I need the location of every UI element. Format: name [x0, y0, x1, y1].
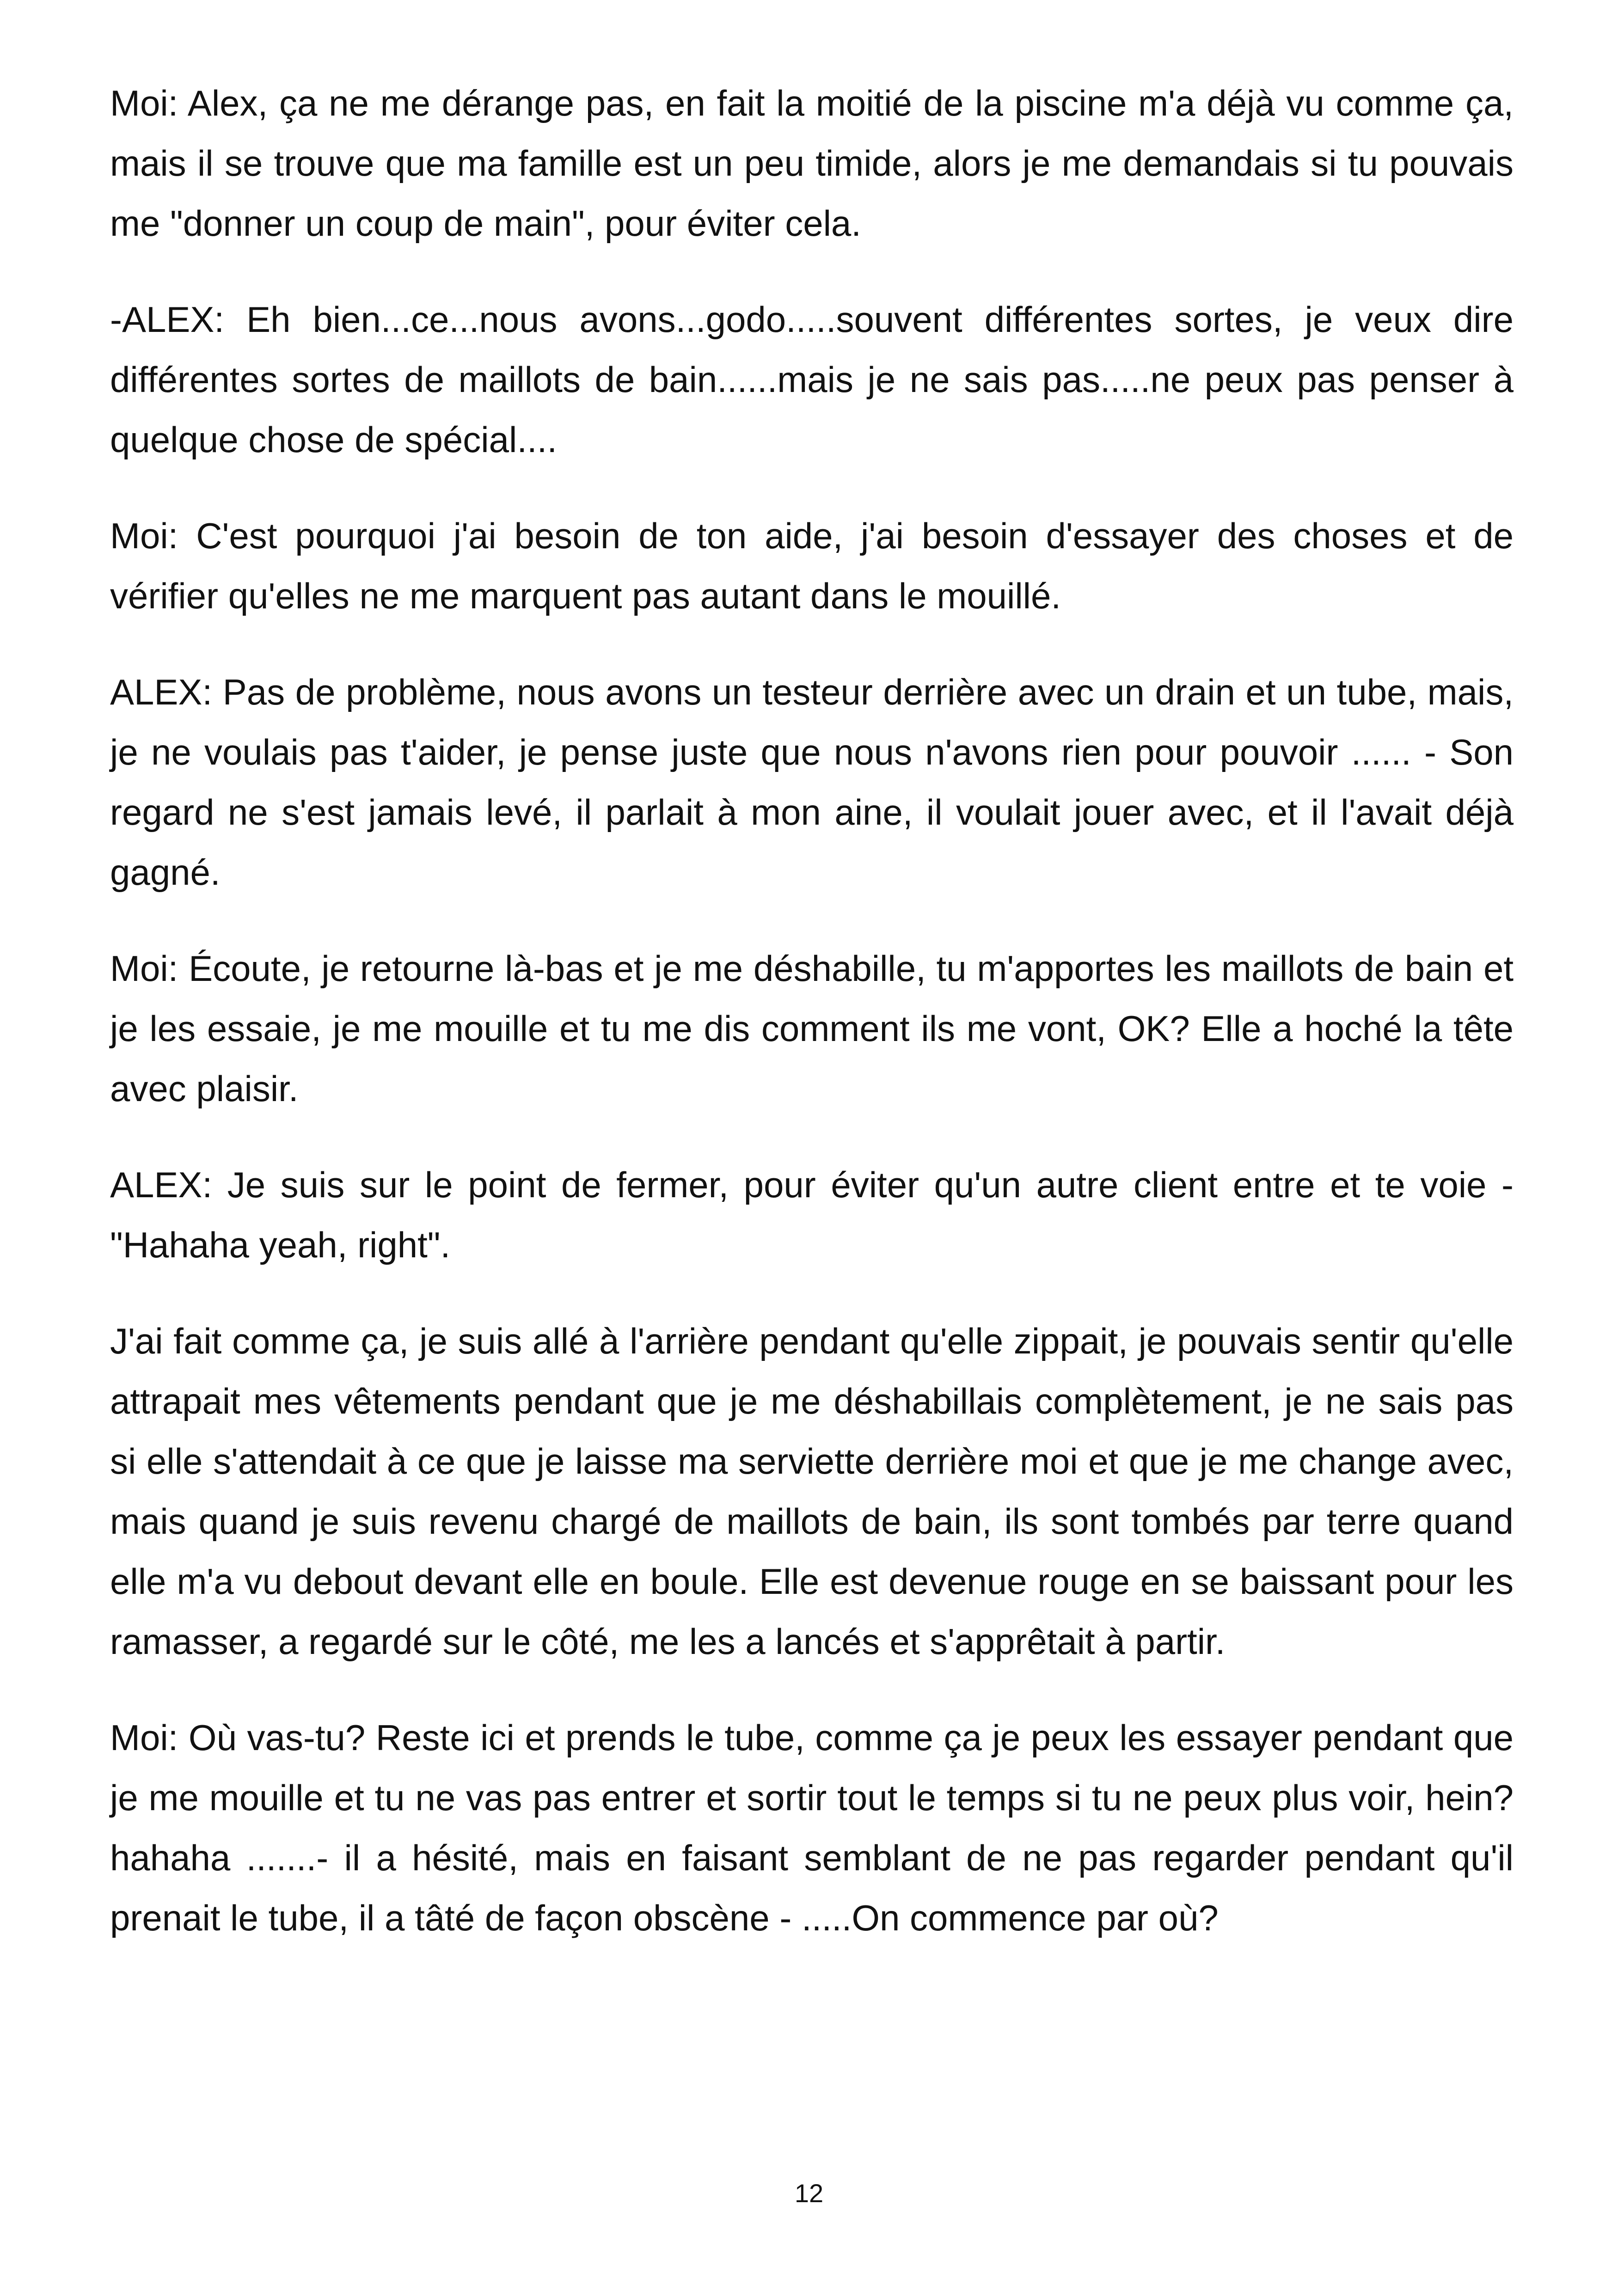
paragraph-3: Moi: C'est pourquoi j'ai besoin de ton aide, j'ai besoin d'essayer des choses et de vérifier qu'elles ne me marquent pas autant dans le mouillé. [110, 515, 1514, 616]
paragraph-1: Moi: Alex, ça ne me dérange pas, en fait la moitié de la piscine m'a déjà vu comme ça, mais il se trouve que ma famille est un peu timide, alors je me demandais si tu pouvais me "donner un coup de main", pour éviter cela. [110, 83, 1514, 244]
paragraph-2: -ALEX: Eh bien...ce...nous avons...godo.....souvent différentes sortes, je veux dire différentes sortes de maillots de bain......mais je ne sais pas.....ne peux pas penser à quelque chose de spécial.... [110, 299, 1514, 460]
paragraph-5: Moi: Écoute, je retourne là-bas et je me déshabille, tu m'apportes les maillots de bain et je les essaie, je me mouille et tu me dis comment ils me vont, OK? Elle a hoché la tête avec plaisir. [110, 948, 1514, 1109]
paragraph-4: ALEX: Pas de problème, nous avons un testeur derrière avec un drain et un tube, mais, je ne voulais pas t'aider, je pense juste que nous n'avons rien pour pouvoir ...... - Son regard ne s'est jamais levé, il parlait à mon aine, il voulait jouer avec, et il l'avait déjà gagné. [110, 672, 1514, 893]
paragraph-7: J'ai fait comme ça, je suis allé à l'arrière pendant qu'elle zippait, je pouvais sentir qu'elle attrapait mes vêtements pendant que je me déshabillais complètement, je ne sais pas si elle s'attendait à ce que je laisse ma serviette derrière moi et que je me change avec, mais quand je suis revenu chargé de maillots de bain, ils sont tombés par terre quand elle m'a vu debout devant elle en boule. Elle est devenue rouge en se baissant pour les ramasser, a regardé sur le côté, me les a lancés et s'apprêtait à partir. [110, 1321, 1514, 1662]
page-number: 12 [794, 2179, 824, 2208]
paragraph-8: Moi: Où vas-tu? Reste ici et prends le tube, comme ça je peux les essayer pendant que je me mouille et tu ne vas pas entrer et sortir tout le temps si tu ne peux plus voir, hein? hahaha .......- il a hésité, mais en faisant semblant de ne pas regarder pendant qu'il prenait le tube, il a tâté de façon obscène - .....On commence par où? [110, 1717, 1514, 1938]
body-text [110, 73, 1514, 1984]
paragraph-6: ALEX: Je suis sur le point de fermer, pour éviter qu'un autre client entre et te voie - "Hahaha yeah, right". [110, 1164, 1514, 1265]
